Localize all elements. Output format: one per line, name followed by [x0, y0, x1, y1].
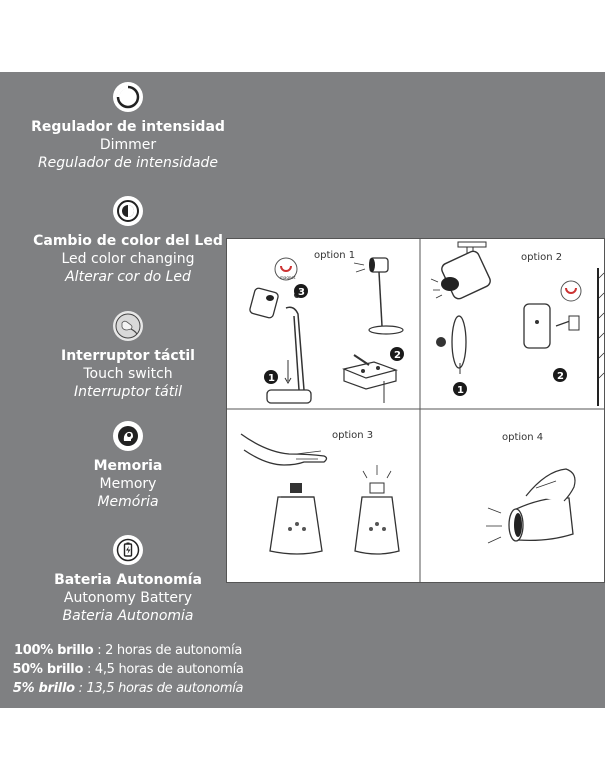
brightness-level: 50% brillo — [12, 662, 84, 677]
step-number: 3 — [298, 287, 305, 298]
feature-title-pt: Alterar cor do Led — [65, 269, 191, 285]
autonomy-hours: : 4,5 horas de autonomía — [86, 662, 244, 677]
option-4-label: option 4 — [502, 432, 544, 443]
step-number: 1 — [268, 373, 275, 384]
autonomy-hours: : 13,5 horas de autonomía — [78, 681, 244, 696]
feature-title-es: Regulador de intensidad — [31, 119, 225, 135]
step-number: 2 — [557, 371, 564, 382]
option-1-label: option 1 — [314, 250, 356, 261]
feature-title-pt: Interruptor tátil — [74, 384, 182, 400]
feature-title-en: Autonomy Battery — [63, 590, 193, 606]
feature-title-es: Memoria — [93, 458, 163, 474]
step-badge-2 — [553, 368, 567, 382]
autonomy-hours: : 2 horas de autonomía — [97, 643, 243, 658]
brightness-level: 100% brillo — [13, 643, 94, 658]
step-number: 1 — [457, 385, 464, 396]
feature-dimmer — [0, 82, 256, 172]
feature-title-en: Memory — [99, 476, 157, 492]
battery-icon — [113, 535, 143, 565]
color-change-icon — [113, 196, 143, 226]
feature-title-pt: Regulador de intensidade — [37, 155, 219, 171]
feature-title-en: Dimmer — [99, 137, 157, 153]
battery-autonomy-list — [0, 641, 256, 698]
autonomy-row-5 — [0, 679, 256, 698]
step-badge-3 — [294, 284, 308, 298]
dimmer-icon — [113, 82, 143, 112]
magnet-icon — [275, 258, 297, 280]
feature-title-en: Touch switch — [83, 366, 173, 382]
mounting-options-diagram — [226, 238, 605, 583]
touch-switch-icon — [113, 311, 143, 341]
step-badge-2 — [390, 347, 404, 361]
feature-memory — [0, 421, 256, 511]
step-number: 2 — [394, 350, 401, 361]
feature-title-pt: Bateria Autonomia — [62, 608, 194, 624]
feature-touch-switch — [0, 311, 256, 401]
step-badge-1 — [264, 370, 278, 384]
feature-title-pt: Memória — [97, 494, 159, 510]
feature-battery — [0, 535, 256, 625]
step-badge-1 — [453, 382, 467, 396]
feature-title-es: Interruptor táctil — [61, 348, 195, 364]
feature-title-en: Led color changing — [61, 251, 195, 267]
autonomy-row-50 — [0, 660, 256, 679]
feature-title-es: Cambio de color del Led — [33, 233, 223, 249]
brightness-level: 5% brillo — [12, 681, 75, 696]
feature-color-change — [0, 196, 256, 286]
option-2-label: option 2 — [521, 252, 563, 263]
feature-title-es: Bateria Autonomía — [54, 572, 202, 588]
memory-icon — [113, 421, 143, 451]
mounting-options-illustration — [226, 238, 605, 583]
autonomy-row-100 — [0, 641, 256, 660]
svg-text:magnet: magnet — [280, 275, 296, 280]
option-3-label: option 3 — [332, 430, 374, 441]
